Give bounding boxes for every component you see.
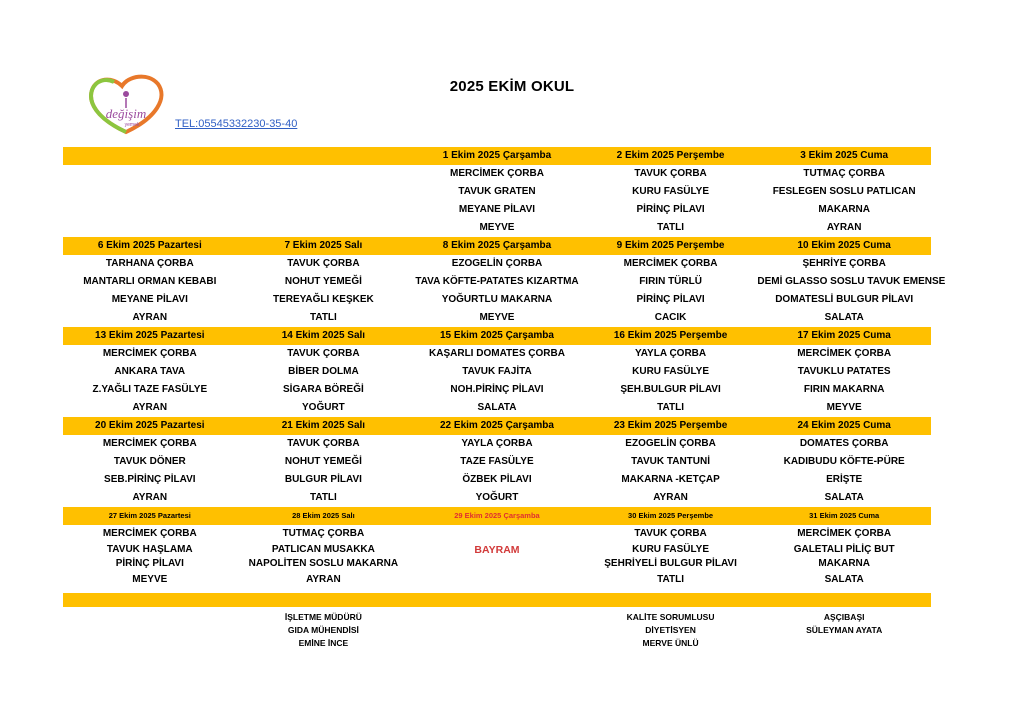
menu-item: PİRİNÇ PİLAVI	[636, 294, 705, 305]
menu-item: FIRIN MAKARNA	[803, 384, 885, 395]
menu-item: SİGARA BÖREĞİ	[283, 384, 364, 395]
menu-item: TAVUK ÇORBA	[287, 438, 360, 449]
menu-item	[63, 219, 237, 237]
menu-item: PATLICAN MUSAKKA	[271, 544, 375, 555]
day-header: 21 Ekim 2025 Salı	[281, 420, 366, 431]
signature-text	[63, 624, 237, 637]
signature-text: İŞLETME MÜDÜRÜ	[284, 612, 362, 622]
menu-item: MEYVE	[132, 574, 168, 585]
signature-text: KALİTE SORUMLUSU	[626, 612, 715, 622]
menu-row	[63, 291, 931, 309]
signature-text: SÜLEYMAN AYATA	[806, 625, 883, 635]
day-header: 6 Ekim 2025 Pazartesi	[97, 240, 202, 251]
menu-item: MERCİMEK ÇORBA	[102, 348, 197, 359]
menu-item: MERCİMEK ÇORBA	[102, 528, 197, 539]
menu-item: EZOGELİN ÇORBA	[451, 258, 543, 269]
menu-item: MEYANE PİLAVI	[111, 294, 188, 305]
menu-item: TAVUK GRATEN	[458, 186, 536, 197]
menu-item: AYRAN	[132, 402, 168, 413]
signature-text: GIDA MÜHENDİSİ	[287, 625, 359, 635]
menu-item: TAVA KÖFTE-PATATES KIZARTMA	[415, 276, 579, 287]
menu-item: TAVUK ÇORBA	[634, 528, 707, 539]
menu-item: SEB.PİRİNÇ PİLAVI	[104, 474, 196, 485]
menu-item	[63, 183, 237, 201]
week-header-row	[63, 147, 931, 165]
day-header	[63, 147, 237, 165]
menu-item: ŞEHRİYELİ BULGUR PİLAVI	[604, 558, 737, 569]
day-header: 8 Ekim 2025 Çarşamba	[442, 240, 552, 251]
menu-item	[237, 219, 411, 237]
menu-row	[63, 471, 931, 489]
day-header: 15 Ekim 2025 Çarşamba	[440, 330, 554, 341]
menu-row	[63, 219, 931, 237]
menu-item: TAVUK ÇORBA	[287, 258, 360, 269]
menu-item	[237, 201, 411, 219]
day-header: 13 Ekim 2025 Pazartesi	[95, 330, 205, 341]
menu-row	[63, 309, 931, 327]
menu-item: KURU FASÜLYE	[632, 366, 710, 377]
week-header-row	[63, 507, 931, 525]
day-header: 3 Ekim 2025 Cuma	[800, 150, 889, 161]
menu-item: YAYLA ÇORBA	[635, 348, 707, 359]
menu-item: NOHUT YEMEĞİ	[284, 276, 362, 287]
menu-item: KURU FASÜLYE	[632, 186, 710, 197]
menu-item: TATLI	[657, 222, 684, 233]
menu-item: MERCİMEK ÇORBA	[797, 528, 892, 539]
menu-item: CACIK	[654, 312, 687, 323]
menu-item	[410, 525, 584, 543]
logo-text: değişim	[105, 106, 147, 121]
signature-row	[63, 637, 931, 650]
separator-band	[63, 593, 931, 607]
day-header: 14 Ekim 2025 Salı	[281, 330, 366, 341]
menu-item: NOHUT YEMEĞİ	[284, 456, 362, 467]
menu-item: ÖZBEK PİLAVI	[462, 474, 532, 485]
day-header: 27 Ekim 2025 Pazartesi	[108, 511, 191, 520]
menu-item: ŞEH.BULGUR PİLAVI	[620, 384, 721, 395]
menu-item: MEYVE	[479, 222, 515, 233]
menu-item	[237, 165, 411, 183]
menu-item: AYRAN	[653, 492, 688, 503]
day-header: 16 Ekim 2025 Perşembe	[613, 330, 728, 341]
menu-row	[63, 255, 931, 273]
day-header: 28 Ekim 2025 Salı	[292, 511, 355, 520]
menu-item: TAVUK TANTUNİ	[631, 456, 711, 467]
menu-item: MEYVE	[479, 312, 515, 323]
menu-item: TUTMAÇ ÇORBA	[282, 528, 365, 539]
week-header-row	[63, 237, 931, 255]
menu-item: PİRİNÇ PİLAVI	[636, 204, 705, 215]
signature-text	[410, 637, 584, 650]
menu-row	[63, 381, 931, 399]
menu-item: TATLI	[657, 402, 684, 413]
signature-text	[757, 637, 931, 650]
menu-row	[63, 453, 931, 471]
menu-row	[63, 557, 931, 571]
menu-item: TEREYAĞLI KEŞKEK	[273, 294, 374, 305]
menu-item: SALATA	[477, 402, 517, 413]
menu-item: TAVUKLU PATATES	[797, 366, 891, 377]
day-header: 17 Ekim 2025 Cuma	[797, 330, 891, 341]
day-header: 29 Ekim 2025 Çarşamba	[454, 511, 540, 520]
menu-item: TUTMAÇ ÇORBA	[803, 168, 885, 179]
menu-item: YAYLA ÇORBA	[461, 438, 533, 449]
menu-row	[63, 345, 931, 363]
menu-item: TATLI	[309, 492, 337, 503]
menu-item: MAKARNA -KETÇAP	[621, 474, 720, 485]
menu-row	[63, 489, 931, 507]
menu-item	[237, 183, 411, 201]
menu-item: TAVUK HAŞLAMA	[106, 544, 193, 555]
menu-item: Z.YAĞLI TAZE FASÜLYE	[92, 384, 208, 395]
menu-item: FESLEGEN SOSLU PATLICAN	[772, 186, 916, 197]
signature-text: DİYETİSYEN	[645, 625, 696, 635]
menu-item: KAŞARLI DOMATES ÇORBA	[429, 348, 565, 359]
menu-item: EZOGELİN ÇORBA	[625, 438, 716, 449]
menu-item	[410, 557, 584, 571]
menu-item: MANTARLI ORMAN KEBABI	[83, 276, 217, 287]
menu-item: MAKARNA	[818, 204, 870, 215]
day-header: 1 Ekim 2025 Çarşamba	[442, 150, 552, 161]
menu-item: YOĞURTLU MAKARNA	[441, 294, 553, 305]
menu-item: TAZE FASÜLYE	[460, 456, 534, 467]
menu-item: KURU FASÜLYE	[632, 544, 710, 555]
menu-row	[63, 571, 931, 589]
week-header-row	[63, 327, 931, 345]
menu-item: SALATA	[824, 492, 864, 503]
signature-text: EMİNE İNCE	[298, 638, 349, 648]
menu-item: TAVUK ÇORBA	[634, 168, 707, 179]
menu-item: MERCİMEK ÇORBA	[102, 438, 197, 449]
day-header: 31 Ekim 2025 Cuma	[809, 511, 880, 520]
signature-row	[63, 624, 931, 637]
day-header: 9 Ekim 2025 Perşembe	[616, 240, 725, 251]
signature-text	[410, 624, 584, 637]
logo-subtext: yemek	[124, 122, 140, 128]
menu-item: MERCİMEK ÇORBA	[623, 258, 718, 269]
menu-row	[63, 525, 931, 543]
menu-item: ERİŞTE	[826, 474, 863, 485]
menu-item: AYRAN	[132, 492, 168, 503]
menu-item: ŞEHRİYE ÇORBA	[802, 258, 886, 269]
menu-item: BİBER DOLMA	[288, 366, 359, 377]
day-header: 20 Ekim 2025 Pazartesi	[95, 420, 205, 431]
menu-row	[63, 183, 931, 201]
menu-row	[63, 399, 931, 417]
signature-row	[63, 611, 931, 624]
phone-link[interactable]: TEL:05545332230-35-40	[175, 118, 298, 130]
menu-item: NAPOLİTEN SOSLU MAKARNA	[248, 558, 399, 569]
menu-item: TARHANA ÇORBA	[105, 258, 194, 269]
signature-text: MERVE ÜNLÜ	[642, 638, 699, 648]
menu-item: PİRİNÇ PİLAVI	[115, 558, 184, 569]
menu-item: MEYVE	[826, 402, 862, 413]
menu-item: TAVUK DÖNER	[113, 456, 186, 467]
menu-item: TATLI	[309, 312, 337, 323]
menu-row	[63, 543, 931, 557]
menu-item: NOH.PİRİNÇ PİLAVI	[450, 384, 544, 395]
day-header: 30 Ekim 2025 Perşembe	[628, 511, 714, 520]
menu-item: TATLI	[657, 574, 684, 585]
menu-item: TAVUK FAJİTA	[462, 366, 532, 377]
signature-text: AŞÇIBAŞI	[823, 612, 865, 622]
menu-item: FIRIN TÜRLÜ	[639, 276, 702, 287]
menu-row	[63, 273, 946, 291]
menu-item: KADIBUDU KÖFTE-PÜRE	[783, 456, 905, 467]
menu-item	[410, 571, 584, 589]
day-header: 10 Ekim 2025 Cuma	[797, 240, 891, 251]
day-header	[237, 147, 411, 165]
menu-item	[63, 165, 237, 183]
menu-item: DOMATES ÇORBA	[799, 438, 889, 449]
signature-text	[410, 611, 584, 624]
page-title: 2025 EKİM OKUL	[449, 78, 575, 95]
menu-item: SALATA	[824, 312, 864, 323]
menu-table	[63, 147, 946, 650]
day-header: 7 Ekim 2025 Salı	[284, 240, 363, 251]
day-header: 24 Ekim 2025 Cuma	[797, 420, 891, 431]
day-header: 2 Ekim 2025 Perşembe	[616, 150, 725, 161]
menu-item: BULGUR PİLAVI	[284, 474, 362, 485]
menu-item: GALETALI PİLİÇ BUT	[793, 544, 895, 555]
menu-row	[63, 165, 931, 183]
menu-item: MAKARNA	[818, 558, 870, 569]
menu-row	[63, 435, 931, 453]
menu-item: AYRAN	[826, 222, 862, 233]
day-header: 22 Ekim 2025 Çarşamba	[440, 420, 554, 431]
menu-item: DEMİ GLASSO SOSLU TAVUK EMENSE	[757, 276, 946, 287]
menu-item: MEYANE PİLAVI	[458, 204, 536, 215]
holiday-label: BAYRAM	[474, 544, 520, 556]
menu-item: SALATA	[824, 574, 864, 585]
menu-item: ANKARA TAVA	[114, 366, 186, 377]
menu-item: MERCİMEK ÇORBA	[797, 348, 892, 359]
day-header: 23 Ekim 2025 Perşembe	[613, 420, 728, 431]
signature-text	[63, 611, 237, 624]
menu-item: YOĞURT	[302, 402, 345, 413]
menu-item: DOMATESLİ BULGUR PİLAVI	[775, 294, 914, 305]
menu-item: TAVUK ÇORBA	[287, 348, 360, 359]
week-header-row	[63, 417, 931, 435]
menu-item	[63, 201, 237, 219]
menu-item: MERCİMEK ÇORBA	[450, 168, 544, 179]
signature-text	[63, 637, 237, 650]
menu-row	[63, 363, 931, 381]
menu-item: AYRAN	[132, 312, 168, 323]
menu-item: AYRAN	[306, 574, 341, 585]
menu-row	[63, 201, 931, 219]
menu-item: YOĞURT	[475, 492, 519, 503]
